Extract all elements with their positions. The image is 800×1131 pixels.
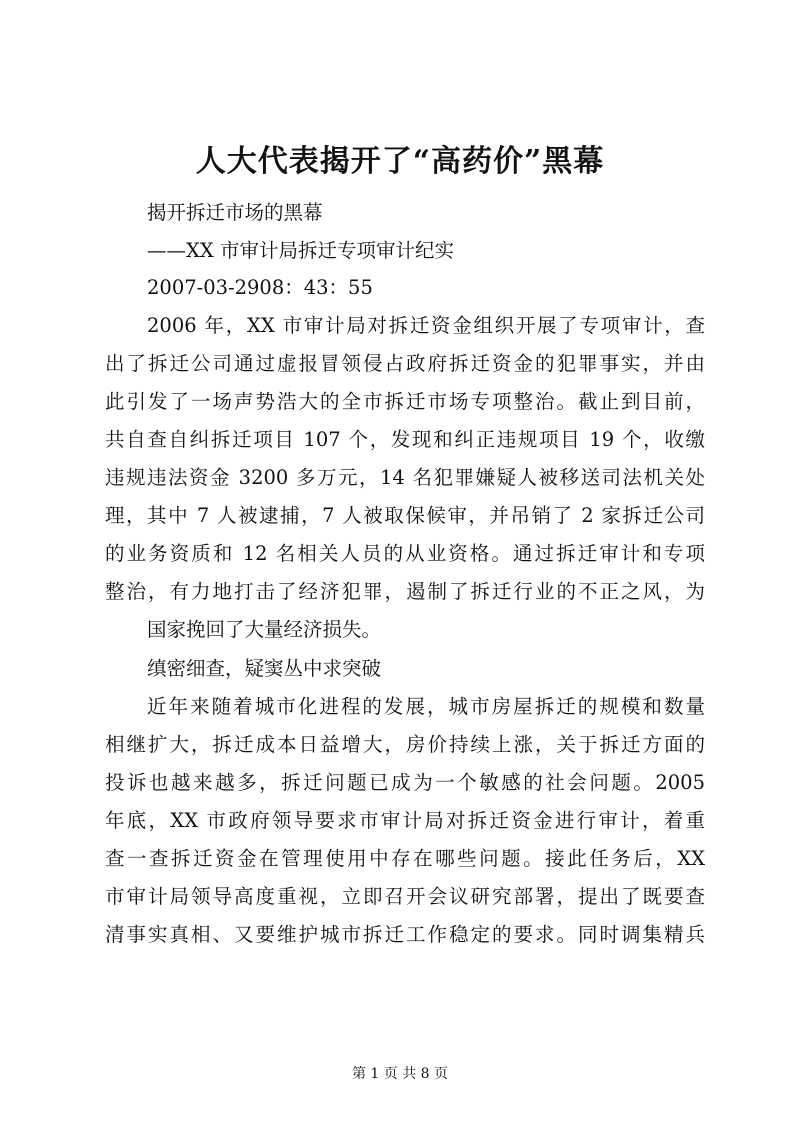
paragraph-2-line: 近年来随着城市化进程的发展，城市房屋拆迁的规模和数量 <box>147 695 705 718</box>
paragraph-2-line: 市审计局领导高度重视，立即召开会议研究部署，提出了既要查 <box>105 885 705 908</box>
paragraph-2-line: 投诉也越来越多，拆迁问题已成为一个敏感的社会问题。2005 <box>105 771 705 794</box>
paragraph-2-line: 相继扩大，拆迁成本日益增大，房价持续上涨，关于拆迁方面的 <box>105 733 705 756</box>
paragraph-2-line: 查一查拆迁资金在管理使用中存在哪些问题。接此任务后，XX <box>105 847 705 870</box>
paragraph-1-line: 违规违法资金 3200 多万元，14 名犯罪嫌疑人被移送司法机关处 <box>105 466 705 489</box>
paragraph-1-line: 整治，有力地打击了经济犯罪，遏制了拆迁行业的不正之风，为 <box>105 580 705 603</box>
paragraph-2-line: 清事实真相、又要维护城市拆迁工作稳定的要求。同时调集精兵 <box>105 923 705 946</box>
source-line: ——XX 市审计局拆迁专项审计纪实 <box>147 239 454 262</box>
paragraph-1-line: 理，其中 7 人被逮捕，7 人被取保候审，并吊销了 2 家拆迁公司 <box>105 504 705 527</box>
paragraph-1-tail: 国家挽回了大量经济损失。 <box>147 618 382 641</box>
subtitle: 揭开拆迁市场的黑幕 <box>147 201 323 224</box>
paragraph-1-line: 共自查自纠拆迁项目 107 个，发现和纠正违规项目 19 个，收缴 <box>105 428 705 451</box>
page-number-footer: 第 1 页 共 8 页 <box>351 1066 449 1082</box>
paragraph-1-line: 的业务资质和 12 名相关人员的从业资格。通过拆迁审计和专项 <box>105 542 705 565</box>
paragraph-1-line: 2006 年，XX 市审计局对拆迁资金组织开展了专项审计，查 <box>147 314 705 337</box>
paragraph-2-line: 年底，XX 市政府领导要求市审计局对拆迁资金进行审计，着重 <box>105 809 705 832</box>
datetime: 2007-03-2908：43：55 <box>147 276 373 299</box>
document-title: 人大代表揭开了“高药价”黑幕 <box>195 144 605 179</box>
paragraph-1-line: 出了拆迁公司通过虚报冒领侵占政府拆迁资金的犯罪事实，并由 <box>105 352 705 375</box>
paragraph-1-line: 此引发了一场声势浩大的全市拆迁市场专项整治。截止到目前， <box>105 390 705 413</box>
section-heading: 缜密细查，疑窦丛中求突破 <box>147 657 382 680</box>
